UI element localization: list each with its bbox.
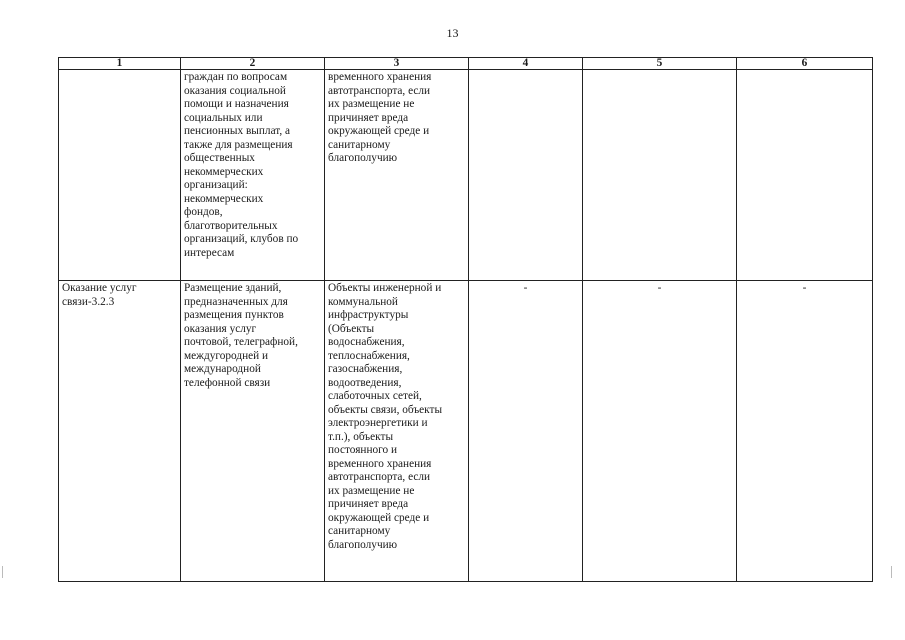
- table-row: [59, 281, 873, 582]
- column-header-1: 1: [59, 58, 181, 70]
- cell-col6: -: [737, 281, 873, 582]
- column-header-4: 4: [469, 58, 583, 70]
- cell-col4: -: [469, 281, 583, 582]
- cell-description: Размещение зданий, предназначенных для размещения пунктов оказания услуг почтовой, телеграфной, междугородней и международной телефонной связи: [181, 281, 325, 582]
- land-use-table: [58, 57, 873, 582]
- column-header-3: 3: [325, 58, 469, 70]
- cell-col4: [469, 70, 583, 281]
- header-row: [59, 58, 873, 70]
- page-number: 13: [446, 26, 459, 40]
- scan-edge-mark-right: [891, 566, 892, 578]
- cell-auxiliary-uses: Объекты инженерной и коммунальной инфраструктуры (Объекты водоснабжения, теплоснабжения, газоснабжения, водоотведения, слаботочных сетей, объекты связи, объекты электроэнергетики и т.п.), объекты постоянного и временного хранения автотранспорта, если их размещение не причиняет вреда окружающей среде и санитарному благополучию: [325, 281, 469, 582]
- table-row: [59, 70, 873, 281]
- cell-col5: -: [583, 281, 737, 582]
- column-header-2: 2: [181, 58, 325, 70]
- cell-use-type: Оказание услуг связи-3.2.3: [59, 281, 181, 582]
- cell-col6: [737, 70, 873, 281]
- cell-col5: [583, 70, 737, 281]
- column-header-6: 6: [737, 58, 873, 70]
- cell-auxiliary-uses: временного хранения автотранспорта, если их размещение не причиняет вреда окружающей среде и санитарному благополучию: [325, 70, 469, 281]
- scan-edge-mark-left: [2, 566, 3, 578]
- column-header-5: 5: [583, 58, 737, 70]
- cell-use-type: [59, 70, 181, 281]
- cell-description: граждан по вопросам оказания социальной помощи и назначения социальных или пенсионных выплат, а также для размещения общественных некоммерческих организаций: некоммерческих фондов, благотворительных организаций, клубов по интересам: [181, 70, 325, 281]
